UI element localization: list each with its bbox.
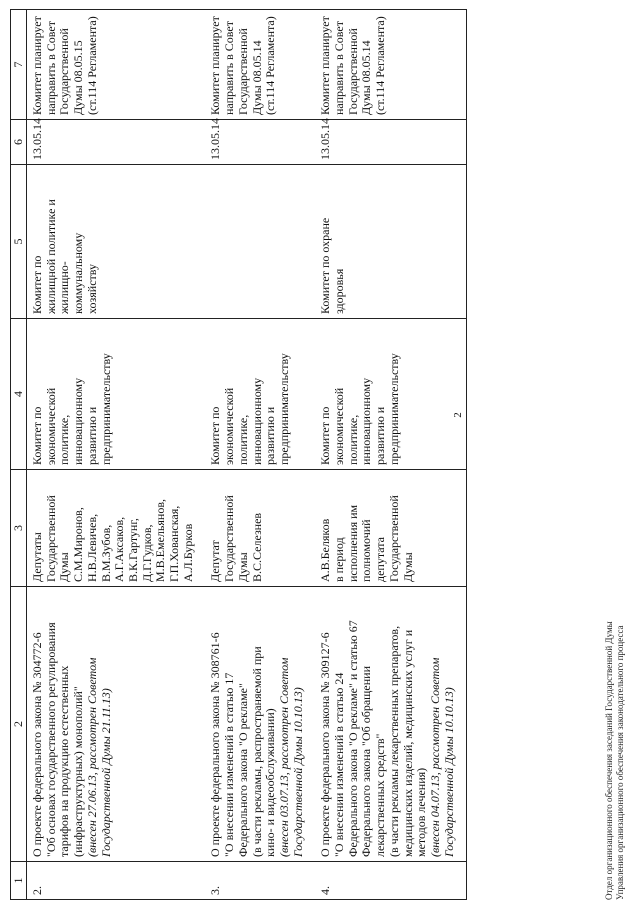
column-header: 6: [11, 120, 27, 165]
text-line: Федерального закона "О рекламе" и статью 67: [345, 620, 360, 857]
text-line: (в части рекламы лекарственных препаратов,: [386, 625, 401, 857]
text-line: исполнения им: [345, 504, 360, 582]
text-line: Н.В.Левичев,: [84, 513, 99, 582]
text-line: жилищно-: [57, 261, 72, 314]
text-line: Государственной: [345, 28, 360, 115]
text-line: предпринимательству: [386, 353, 401, 465]
text-line: А.Г.Аксаков,: [112, 516, 127, 582]
text-line: в период: [332, 537, 347, 582]
text-line: хозяйству: [84, 263, 99, 314]
column-header: 1: [11, 862, 27, 900]
text-line: Думы: [235, 552, 250, 582]
text-line: В.К.Гартунг,: [125, 518, 140, 582]
text-line: лекарственных средств": [373, 733, 388, 857]
text-line: Федерального закона "О рекламе": [235, 683, 250, 857]
text-line: медицинских изделий, медицинских услуг и: [400, 629, 415, 857]
text-line: О проекте федерального закона № 304772-6: [30, 632, 44, 857]
text-line: (ст.114 Регламента): [84, 16, 99, 115]
table-row: [205, 10, 315, 900]
text-line: Комитет по охране: [318, 217, 333, 314]
text-line: Федерального закона "Об обращении: [359, 666, 374, 857]
text-line: С.М.Миронов,: [71, 507, 86, 582]
text-line: Государственной Думы 10.10.13): [290, 687, 305, 857]
footer-line: Управления организационного обеспечения законодательного процесса: [614, 625, 625, 900]
text-line: Комитет планирует: [318, 16, 333, 115]
text-line: (инфраструктурных) монополий": [71, 686, 86, 857]
text-line: Думы: [400, 552, 415, 582]
plan: [205, 10, 315, 120]
text-line: (внесен 27.06.13, рассмотрен Советом: [84, 657, 99, 857]
text-line: Комитет по: [30, 255, 44, 314]
text-line: инновационному: [249, 377, 264, 465]
text-line: политике,: [345, 414, 360, 465]
page-number: 2: [452, 412, 464, 418]
text-line: О проекте федерального закона № 309127-6: [318, 632, 333, 857]
text-line: (внесен 03.07.13, рассмотрен Советом: [276, 657, 291, 857]
text-line: Государственной: [386, 495, 401, 582]
text-line: Государственной: [222, 495, 237, 582]
date: 13.05.14: [315, 120, 467, 165]
text-line: Комитет по: [30, 406, 44, 465]
project-title: [315, 587, 467, 862]
text-line: жилищной политике и: [43, 199, 58, 314]
date: 13.05.14: [27, 120, 206, 165]
text-line: экономической: [43, 387, 58, 465]
text-line: полномочий: [359, 519, 374, 582]
text-line: "Об основах государственного регулирования: [43, 622, 58, 857]
text-line: Депутаты: [30, 532, 44, 582]
column-header: 4: [11, 319, 27, 470]
footer-line: Отдел организационного обеспечения заседаний Государственной Думы: [604, 621, 614, 900]
co-executor-committee: [27, 165, 206, 319]
text-line: инновационному: [71, 377, 86, 465]
table-body: [27, 10, 467, 900]
date: 13.05.14: [205, 120, 315, 165]
text-line: (ст.114 Регламента): [263, 16, 278, 115]
text-line: здоровья: [332, 268, 347, 314]
footer: [604, 621, 625, 900]
text-line: В.С.Селезнев: [249, 512, 264, 582]
text-line: Д.Г.Гудков,: [139, 524, 154, 582]
text-line: О проекте федерального закона № 308761-6: [208, 632, 223, 857]
text-line: Комитет по: [208, 406, 223, 465]
text-line: Государственной: [235, 28, 250, 115]
text-line: развитию и: [263, 406, 278, 465]
table-row: [315, 10, 467, 900]
responsible-committee: [315, 319, 467, 470]
column-header: 7: [11, 10, 27, 120]
project-title: [27, 587, 206, 862]
responsible-committee: [27, 319, 206, 470]
table-row: [27, 10, 206, 900]
project-title: [205, 587, 315, 862]
initiators: [205, 470, 315, 587]
text-line: коммунальному: [71, 232, 86, 314]
initiators: [315, 470, 467, 587]
text-line: Государственной Думы 10.10.13): [441, 687, 456, 857]
text-line: предпринимательству: [276, 353, 291, 465]
plan: [315, 10, 467, 120]
text-line: (ст.114 Регламента): [373, 16, 388, 115]
text-line: методов лечения): [414, 767, 429, 857]
text-line: направить в Совет: [43, 21, 58, 115]
projects-table: [10, 9, 467, 900]
text-line: экономической: [222, 387, 237, 465]
responsible-committee: [205, 319, 315, 470]
text-line: Г.П.Хованская,: [167, 505, 182, 582]
text-line: А.Л.Бурков: [180, 523, 195, 582]
co-executor-committee: [315, 165, 467, 319]
row-number: 3.: [205, 862, 315, 900]
column-header: 5: [11, 165, 27, 319]
co-executor-committee: [205, 165, 315, 319]
text-line: экономической: [332, 387, 347, 465]
text-line: Думы: [57, 552, 72, 582]
text-line: Думы 08.05.14: [359, 40, 374, 115]
text-line: "О внесении изменений в статью 24: [332, 672, 347, 857]
text-line: Комитет планирует: [208, 16, 223, 115]
text-line: развитию и: [84, 406, 99, 465]
column-header: 2: [11, 587, 27, 862]
text-line: Государственной: [43, 495, 58, 582]
text-line: (внесен 04.07.13, рассмотрен Советом: [427, 657, 442, 857]
text-line: Комитет по: [318, 406, 333, 465]
text-line: М.В.Емельянов,: [153, 499, 168, 582]
text-line: А.В.Беляков: [318, 518, 333, 582]
text-line: кино- и видеообслуживании): [263, 708, 278, 857]
text-line: инновационному: [359, 377, 374, 465]
text-line: Депутат: [208, 540, 223, 582]
text-line: Комитет планирует: [30, 16, 44, 115]
text-line: (в части рекламы, распространяемой при: [249, 646, 264, 857]
plan: [27, 10, 206, 120]
text-line: предпринимательству: [98, 353, 113, 465]
row-number: 4.: [315, 862, 467, 900]
text-line: направить в Совет: [332, 21, 347, 115]
text-line: направить в Совет: [222, 21, 237, 115]
text-line: развитию и: [373, 406, 388, 465]
row-number: 2.: [27, 862, 206, 900]
text-line: Думы 08.05.15: [71, 40, 86, 115]
text-line: "О внесении изменений в статью 17: [222, 672, 237, 857]
column-header: 3: [11, 470, 27, 587]
text-line: В.М.Зубов,: [98, 524, 113, 582]
text-line: политике,: [235, 414, 250, 465]
table-header-row: [11, 10, 27, 900]
initiators: [27, 470, 206, 587]
text-line: политике,: [57, 414, 72, 465]
text-line: депутата: [373, 537, 388, 582]
text-line: Государственной Думы 21.11.13): [98, 688, 113, 857]
text-line: тарифов на продукцию естественных: [57, 665, 72, 857]
text-line: Государственной: [57, 28, 72, 115]
text-line: Думы 08.05.14: [249, 40, 264, 115]
